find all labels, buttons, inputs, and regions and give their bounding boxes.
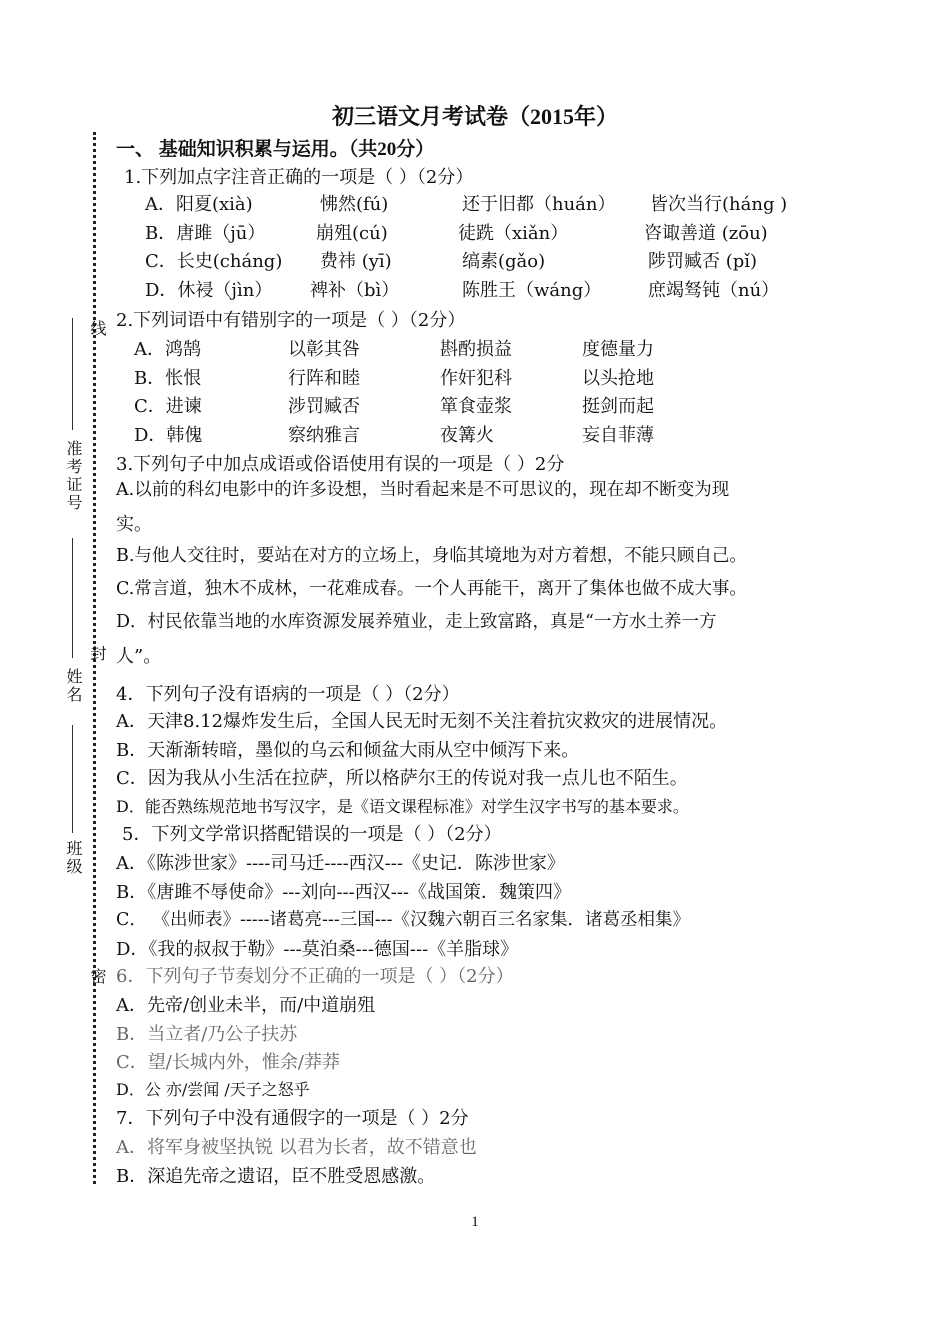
q2-option: A．鸿鹄: [134, 339, 201, 360]
q1-option: 费祎 (yī): [320, 251, 392, 272]
q3-option-d-cont: 人”。: [116, 646, 162, 667]
q2-option: 作奸犯科: [440, 368, 512, 389]
q7-stem: 7．下列句子中没有通假字的一项是（ ）2分: [116, 1108, 469, 1129]
q4-option-b: B．天渐渐转暗，墨似的乌云和倾盆大雨从空中倾泻下来。: [116, 740, 580, 761]
q1-option: 庶竭驽钝（nú）: [648, 280, 780, 301]
name-line: [72, 538, 73, 658]
q1-option: 陟罚臧否 (pǐ): [648, 251, 758, 272]
q2-option: 涉罚臧否: [288, 396, 360, 417]
q1-option: 怫然(fú): [320, 194, 389, 215]
exam-number-label: 准考证号: [64, 440, 83, 512]
q7-option-b: B．深追先帝之遗诏，臣不胜受恩感激。: [116, 1166, 436, 1187]
q1-stem: 1.下列加点字注音正确的一项是（ ）（2分）: [124, 167, 474, 188]
page-number: 1: [471, 1214, 479, 1230]
q3-stem: 3.下列句子中加点成语或俗语使用有误的一项是（ ）2分: [116, 454, 565, 475]
q3-option-a: A.以前的科幻电影中的许多设想，当时看起来是不可思议的，现在却不断变为现: [116, 480, 730, 500]
exam-number-line: [72, 318, 73, 430]
q3-option-b: B.与他人交往时，要站在对方的立场上，身临其境地为对方着想，不能只顾自己。: [116, 546, 747, 566]
q5-option-a: A．《陈涉世家》----司马迁----西汉---《史记．陈涉世家》: [116, 853, 565, 874]
q2-stem: 2.下列词语中有错别字的一项是（ ）（2分）: [116, 310, 466, 331]
name-label: 姓名: [64, 668, 83, 704]
q2-option: 箪食壶浆: [440, 396, 512, 417]
q1-option: 陈胜王（wáng）: [462, 280, 602, 301]
q1-option: B．唐雎（jū）: [145, 223, 266, 244]
q4-option-c: C．因为我从小生活在拉萨，所以格萨尔王的传说对我一点儿也不陌生。: [116, 768, 688, 789]
q6-stem: 6．下列句子节奏划分不正确的一项是（ ）（2分）: [116, 966, 514, 987]
q2-option: D．韩傀: [134, 425, 203, 446]
binding-label-feng: 封: [88, 645, 107, 663]
q6-option-b: B．当立者/乃公子扶苏: [116, 1024, 298, 1045]
q2-option: 以头抢地: [582, 368, 654, 389]
q7-option-a: A．将军身被坚执锐 以君为长者，故不错意也: [116, 1137, 477, 1158]
q1-option: 还于旧都（huán）: [462, 194, 616, 215]
q4-option-a: A．天津8.12爆炸发生后，全国人民无时无刻不关注着抗灾救灾的进展情况。: [116, 711, 728, 732]
binding-label-xian: 线: [88, 320, 107, 338]
q1-option: 咨诹善道 (zōu): [644, 223, 768, 244]
q2-option: 以彰其咎: [288, 339, 360, 360]
q3-option-a-cont: 实。: [116, 514, 152, 535]
q2-option: 夜篝火: [440, 425, 494, 446]
q6-option-d: D．公 亦/尝闻 /天子之怒乎: [116, 1080, 310, 1099]
q2-option: 察纳雅言: [288, 425, 360, 446]
q6-option-a: A．先帝/创业未半，而/中道崩殂: [116, 995, 376, 1016]
q5-option-d: D．《我的叔叔于勒》---莫泊桑---德国---《羊脂球》: [116, 939, 519, 960]
q1-option: 徒跣（xiǎn）: [458, 223, 569, 244]
q1-option: A．阳夏(xià): [145, 194, 253, 215]
q1-option: 崩殂(cú): [316, 223, 388, 244]
class-label: 班级: [64, 840, 83, 876]
page-title: 初三语文月考试卷（2015年）: [331, 104, 618, 129]
q2-option: C．进谏: [134, 396, 202, 417]
q3-option-d: D．村民依靠当地的水库资源发展养殖业，走上致富路，真是“一方水土养一方: [116, 612, 717, 632]
q4-option-d: D．能否熟练规范地书写汉字，是《语文课程标准》对学生汉字书写的基本要求。: [116, 797, 689, 816]
q5-option-b: B．《唐雎不辱使命》---刘向---西汉---《战国策．魏策四》: [116, 882, 571, 903]
q4-stem: 4．下列句子没有语病的一项是（ ）（2分）: [116, 684, 460, 705]
q2-option: B．怅恨: [134, 368, 202, 389]
class-line: [72, 725, 73, 833]
q1-option: 缟素(gǎo): [462, 251, 546, 272]
q2-option: 行阵和睦: [288, 368, 360, 389]
section-heading: 一、 基础知识积累与运用。（共20分）: [116, 139, 435, 160]
q2-option: 度德量力: [582, 339, 654, 360]
q2-option: 斟酌损益: [440, 339, 512, 360]
q1-option: 裨补（bì）: [310, 280, 400, 301]
q1-option: D．休祲（jìn）: [145, 280, 273, 301]
binding-label-mi: 密: [88, 968, 107, 986]
q6-option-c: C．望/长城内外，惟余/莽莽: [116, 1052, 340, 1073]
q5-stem: 5．下列文学常识搭配错误的一项是（ ）（2分）: [122, 824, 502, 845]
q1-option: 皆次当行(háng ): [650, 194, 788, 215]
q5-option-c: C． 《出师表》-----诸葛亮---三国---《汉魏六朝百三名家集．诸葛丞相集》: [116, 910, 690, 930]
q2-option: 挺剑而起: [582, 396, 654, 417]
q2-option: 妄自菲薄: [582, 425, 654, 446]
q1-option: C．长史(cháng): [145, 251, 283, 272]
q3-option-c: C.常言道，独木不成林，一花难成春。一个人再能干，离开了集体也做不成大事。: [116, 579, 747, 599]
